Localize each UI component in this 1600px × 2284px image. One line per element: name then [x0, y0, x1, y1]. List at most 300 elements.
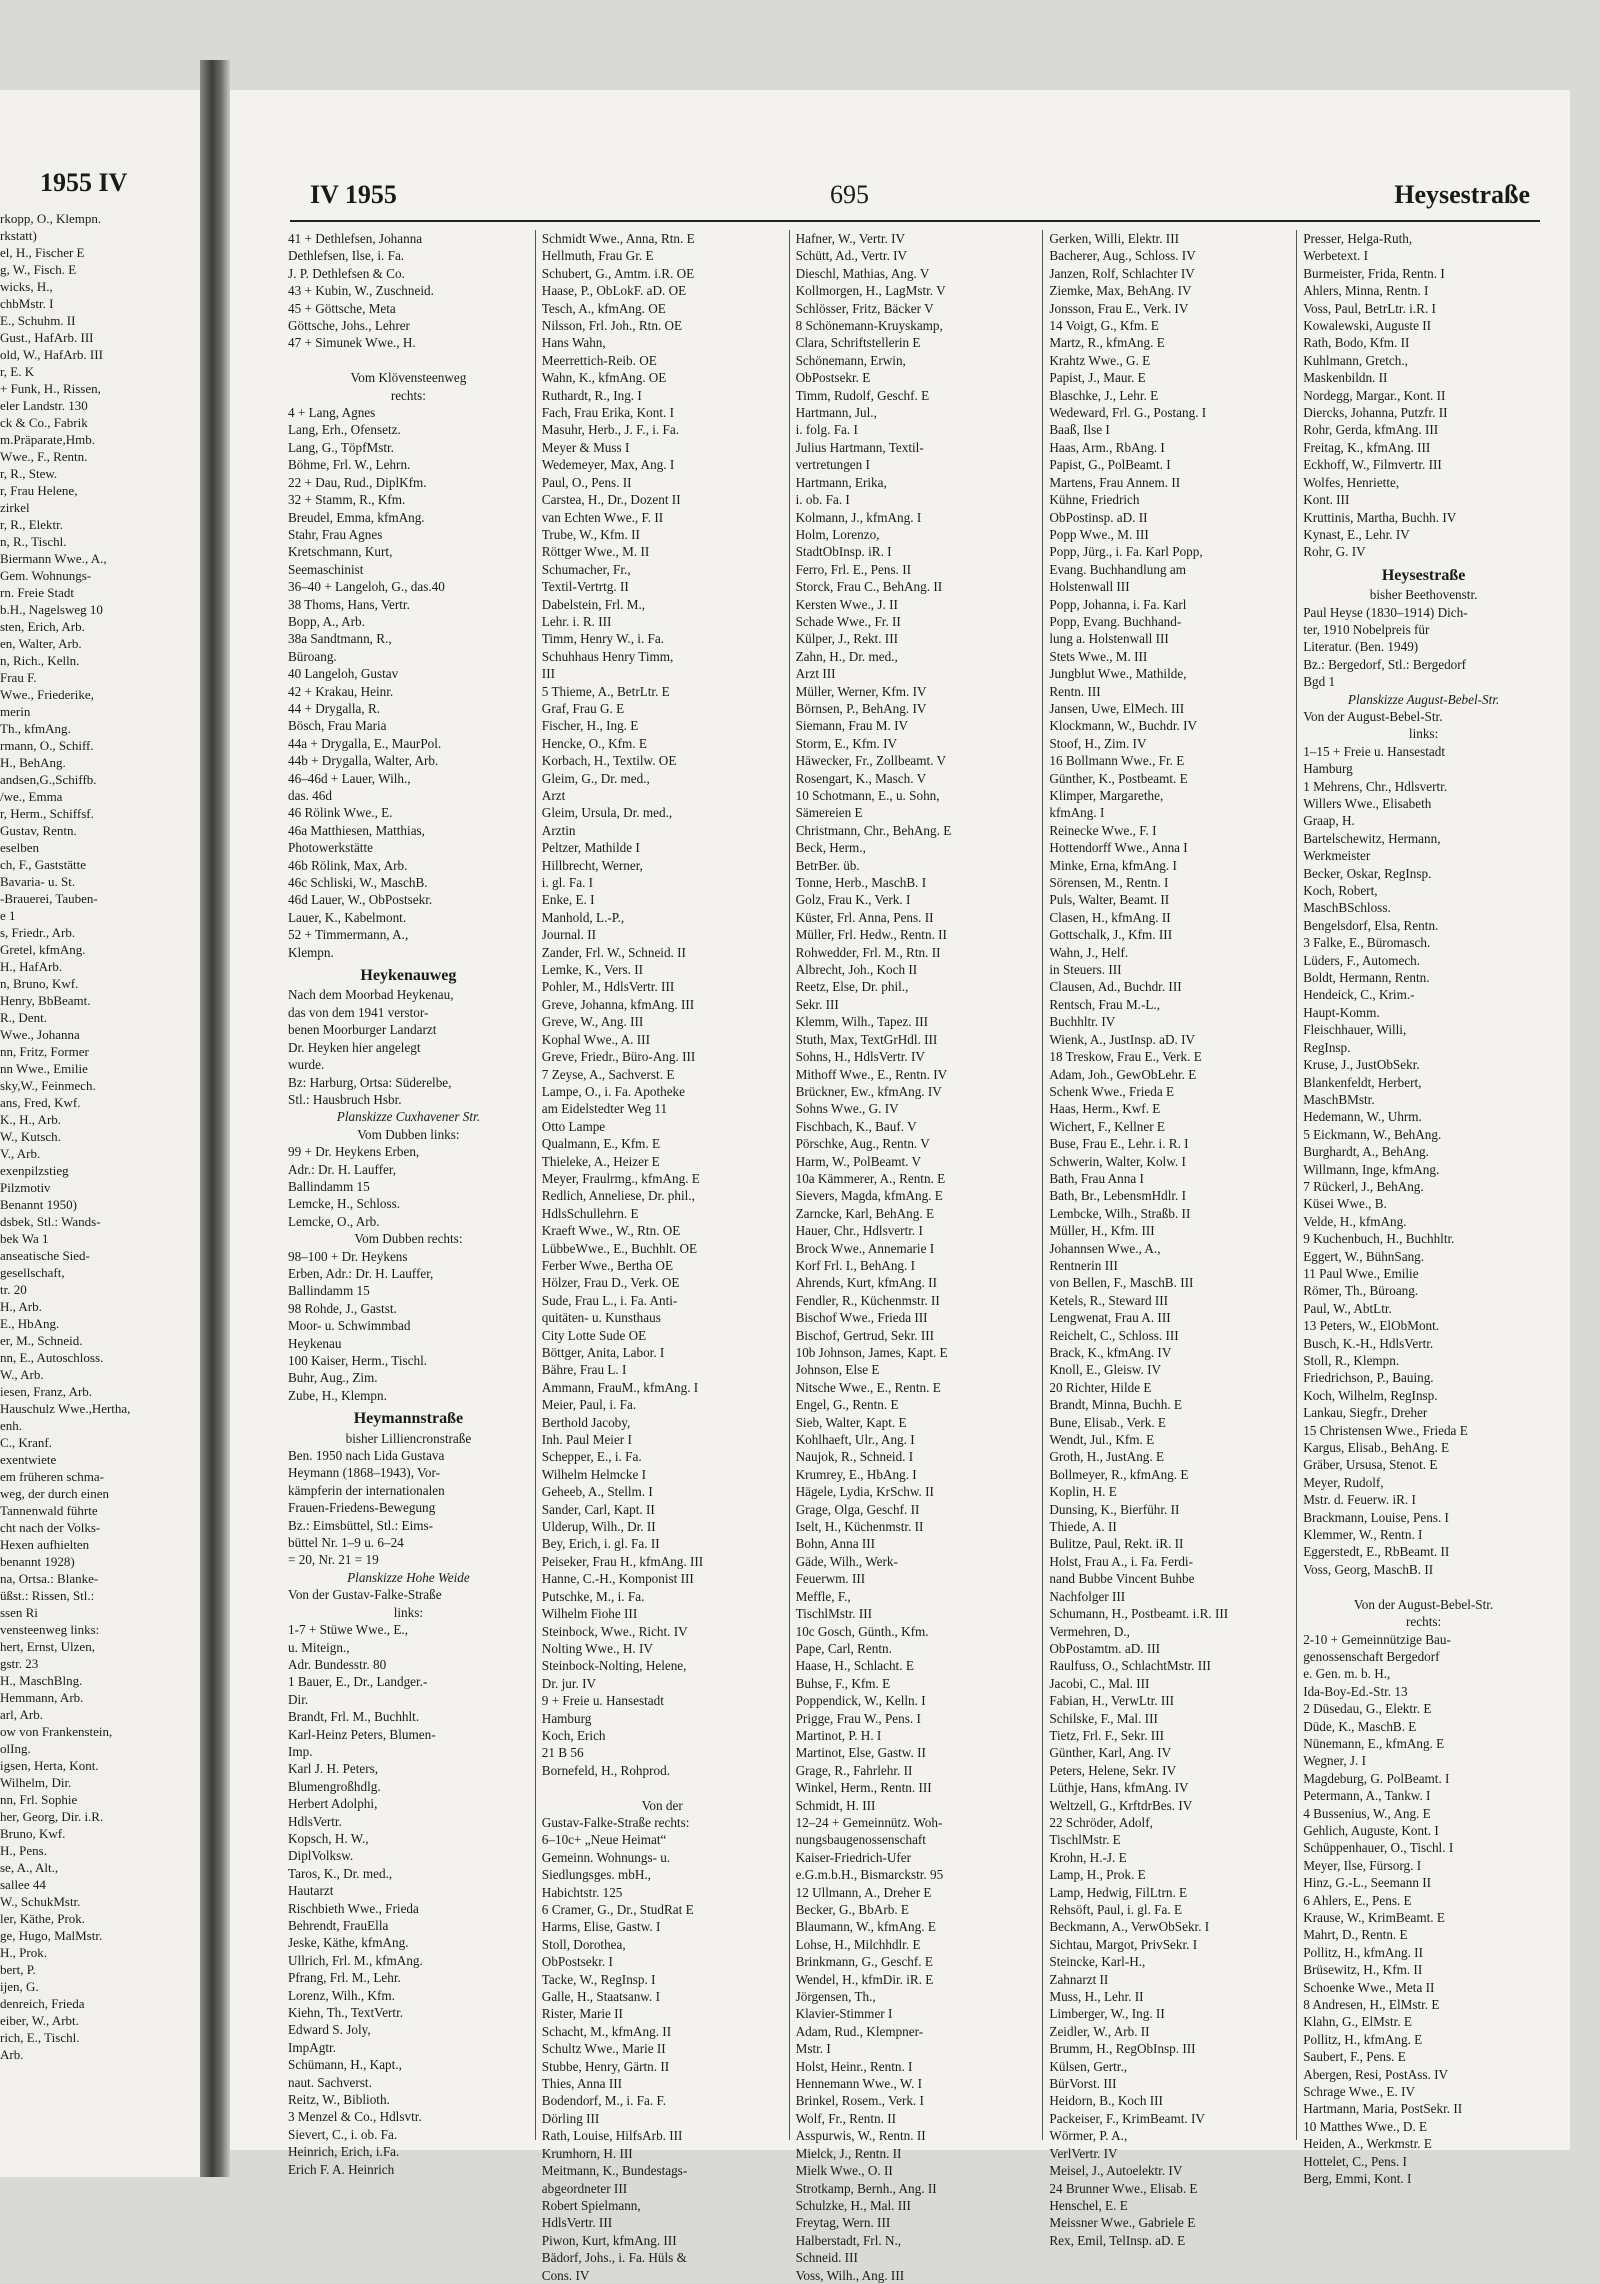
directory-entry: Sieb, Walter, Kapt. E	[795, 1414, 907, 1430]
directory-entry: Buse, Frau E., Lehr. i. R. I	[1049, 1136, 1189, 1152]
directory-entry: Schütt, Ad., Vertr. IV	[795, 248, 908, 264]
directory-entry: Römer, Th., Büroang.	[1303, 1283, 1419, 1299]
directory-entry: Voss, Wilh., Ang. III	[795, 2267, 905, 2283]
directory-entry: Klavier-Stimmer I	[795, 2006, 893, 2022]
left-page-line: nn, Fritz, Former	[0, 1044, 89, 1059]
directory-entry: Schlösser, Fritz, Bäcker V	[795, 300, 934, 316]
left-page-line: er, M., Schneid.	[0, 1333, 83, 1348]
directory-entry: Engel, G., Rentn. E	[795, 1397, 899, 1413]
left-page-line: rmann, O., Schiff.	[0, 738, 94, 753]
left-page-line: exentwiete	[0, 1452, 57, 1467]
directory-entry: Reetz, Else, Dr. phil.,	[795, 979, 909, 995]
directory-entry: 4 Bussenius, W., Ang. E	[1303, 1805, 1431, 1821]
directory-entry: Meyer & Muss I	[541, 439, 630, 455]
directory-entry: Lemcke, O., Arb.	[288, 1213, 380, 1229]
directory-entry: Ida-Boy-Ed.-Str. 13	[1303, 1683, 1408, 1699]
left-page-line: H., MaschBlng.	[0, 1673, 83, 1688]
directory-entry: Dörling III	[541, 2110, 600, 2126]
directory-entry: Literatur. (Ben. 1949)	[1303, 639, 1419, 655]
directory-entry: Lang, Erh., Ofensetz.	[288, 422, 401, 438]
directory-entry: Kiehn, Th., TextVertr.	[288, 2005, 404, 2021]
directory-entry: Bz.: Bergedorf, Stl.: Bergedorf	[1303, 656, 1467, 672]
directory-entry: Blumengroßhdlg.	[288, 1778, 381, 1794]
directory-entry: Rohr, G. IV	[1303, 544, 1366, 560]
left-page-line: + Funk, H., Rissen,	[0, 381, 101, 396]
directory-entry: Busch, K.-H., HdlsVertr.	[1303, 1335, 1434, 1351]
left-page-line: W., Arb.	[0, 1367, 44, 1382]
directory-entry: van Echten Wwe., F. II	[541, 509, 664, 525]
directory-entry: Clara, Schriftstellerin E	[795, 335, 921, 351]
directory-entry: Siedlungsges. mbH.,	[541, 1867, 651, 1883]
directory-entry: Hafner, W., Vertr. IV	[795, 231, 906, 246]
directory-entry: MaschBMstr.	[1303, 1091, 1375, 1107]
directory-entry: Timm, Henry W., i. Fa.	[541, 631, 665, 647]
directory-entry: Bz: Harburg, Ortsa: Süderelbe,	[288, 1074, 452, 1090]
left-page-line: ch, F., Gaststätte	[0, 857, 86, 872]
left-page-line: gstr. 23	[0, 1656, 39, 1671]
directory-entry: Iselt, H., Küchenmstr. II	[795, 1519, 924, 1535]
directory-entry: Kophal Wwe., A. III	[541, 1031, 650, 1047]
directory-entry: Ruthardt, R., Ing. I	[541, 387, 642, 403]
directory-entry: Rex, Emil, TelInsp. aD. E	[1049, 2232, 1186, 2248]
directory-entry: Lüders, F., Automech.	[1303, 952, 1421, 968]
directory-entry: 36–40 + Langeloh, G., das.40	[288, 579, 445, 595]
directory-entry: Edward S. Joly,	[288, 2022, 371, 2038]
directory-entry	[288, 352, 529, 369]
directory-entry: 40 Langeloh, Gustav	[288, 666, 399, 682]
left-page-line: rkopp, O., Klempn.	[0, 211, 102, 226]
left-page-line: H., HafArb.	[0, 959, 63, 974]
left-page-line: Gustav, Rentn.	[0, 823, 77, 838]
directory-entry: Freytag, Wern. III	[795, 2215, 891, 2231]
directory-entry: Stubbe, Henry, Gärtn. II	[541, 2058, 670, 2074]
directory-entry: Cons. IV	[541, 2267, 590, 2283]
directory-entry: Bartelschewitz, Hermann,	[1303, 830, 1441, 846]
directory-entry: Rath, Louise, HilfsArb. III	[541, 2128, 683, 2144]
left-page-line: H., Prok.	[0, 1945, 47, 1960]
directory-entry: Meerrettich-Reib. OE	[541, 352, 657, 368]
directory-entry: das von dem 1941 verstor-	[288, 1004, 429, 1020]
directory-entry: Blaschke, J., Lehr. E	[1049, 387, 1159, 403]
directory-entry: Beck, Herm.,	[795, 840, 866, 856]
directory-entry: Bey, Erich, i. gl. Fa. II	[541, 1536, 660, 1552]
directory-entry: Buhr, Aug., Zim.	[288, 1370, 378, 1386]
directory-entry: Hölzer, Frau D., Verk. OE	[541, 1275, 680, 1291]
directory-entry: Haas, Arm., RbAng. I	[1049, 439, 1165, 455]
directory-entry: Planskizze August-Bebel-Str.	[1347, 691, 1500, 707]
directory-entry: 5 Eickmann, W., BehAng.	[1303, 1126, 1442, 1142]
directory-entry: Harm, W., PolBeamt. V	[795, 1153, 921, 1169]
directory-entry: am Eidelstedter Weg 11	[541, 1101, 668, 1117]
directory-entry: Koch, Robert,	[1303, 883, 1378, 899]
directory-entry: Karl-Heinz Peters, Blumen-	[288, 1726, 436, 1742]
left-page-line: r, R., Elektr.	[0, 517, 64, 532]
left-page-line: ans, Fred, Kwf.	[0, 1095, 81, 1110]
directory-entry: Brackmann, Louise, Pens. I	[1303, 1509, 1449, 1525]
directory-entry: Bohn, Anna III	[795, 1536, 876, 1552]
directory-entry: Photowerkstätte	[288, 840, 373, 856]
directory-entry: Kynast, E., Lehr. IV	[1303, 526, 1410, 542]
directory-entry: Pollitz, H., kfmAng. II	[1303, 1944, 1423, 1960]
directory-entry: Tonne, Herb., MaschB. I	[795, 875, 927, 891]
directory-entry: Kopsch, H. W.,	[288, 1830, 369, 1846]
directory-entry: 52 + Timmermann, A.,	[288, 927, 409, 943]
directory-entry: Arzt	[541, 788, 566, 803]
directory-entry: Presser, Helga-Ruth,	[1303, 231, 1413, 246]
directory-entry: Schulzke, H., Mal. III	[795, 2197, 911, 2213]
directory-entry: Schneid. III	[795, 2250, 858, 2266]
directory-entry: Schenk Wwe., Frieda E	[1049, 1083, 1175, 1099]
left-page-line: ck & Co., Fabrik	[0, 415, 88, 430]
directory-entry: Redlich, Anneliese, Dr. phil.,	[541, 1188, 695, 1204]
directory-entry: Bgd 1	[1303, 674, 1336, 690]
directory-entry: Wahn, J., Helf.	[1049, 944, 1129, 960]
directory-entry: Stoll, R., Klempn.	[1303, 1353, 1400, 1368]
directory-entry: Lüthje, Hans, kfmAng. IV	[1049, 1780, 1189, 1796]
directory-entry: Hottelet, C., Pens. I	[1303, 2153, 1407, 2169]
left-page-line: sky,W., Feinmech.	[0, 1078, 96, 1093]
directory-entry: Lemcke, H., Schloss.	[288, 1196, 401, 1212]
directory-entry: Masuhr, Herb., J. F., i. Fa.	[541, 422, 680, 438]
directory-entry: Piwon, Kurt, kfmAng. III	[541, 2232, 677, 2248]
directory-entry: Haupt-Komm.	[1303, 1004, 1380, 1020]
directory-entry: Meissner Wwe., Gabriele E	[1049, 2215, 1196, 2231]
directory-entry: Prigge, Frau W., Pens. I	[795, 1710, 921, 1726]
directory-entry: Moor- u. Schwimmbad	[288, 1318, 411, 1334]
directory-entry: Pape, Carl, Rentn.	[795, 1640, 892, 1656]
directory-entry: Kolmann, J., kfmAng. I	[795, 509, 922, 525]
directory-entry: Holm, Lorenzo,	[795, 526, 880, 542]
street-heading: Heysestraße	[1381, 566, 1466, 584]
directory-entry: Rentsch, Frau M.-L.,	[1049, 996, 1161, 1012]
directory-entry: i. ob. Fa. I	[795, 492, 850, 508]
directory-entry: Rath, Bodo, Kfm. II	[1303, 335, 1410, 351]
directory-entry: Papist, J., Maur. E	[1049, 370, 1146, 386]
directory-entry: Nordegg, Margar., Kont. II	[1303, 387, 1446, 403]
directory-entry: Bath, Br., LebensmHdlr. I	[1049, 1188, 1187, 1204]
directory-entry: Bz.: Eimsbüttel, Stl.: Eims-	[288, 1517, 434, 1533]
left-page-line: Henry, BbBeamt.	[0, 993, 91, 1008]
directory-entry: Hennemann Wwe., W. I	[795, 2076, 923, 2092]
directory-entry: 43 + Kubin, W., Zuschneid.	[288, 283, 434, 299]
directory-entry: 98 Rohde, J., Gastst.	[288, 1300, 397, 1316]
directory-entry: Dir.	[288, 1691, 309, 1707]
directory-entry: Vom Klövensteenweg	[350, 370, 467, 386]
directory-entry: Journal. II	[541, 927, 596, 943]
directory-entry: MaschBSchloss.	[1303, 900, 1391, 916]
directory-entry: Sohns, H., HdlsVertr. IV	[795, 1049, 925, 1065]
directory-entry: Schwerin, Walter, Kolw. I	[1049, 1153, 1186, 1169]
directory-entry: Peiseker, Frau H., kfmAng. III	[541, 1553, 704, 1569]
directory-entry: Böttger, Anita, Labor. I	[541, 1345, 665, 1360]
directory-entry: Brack, K., kfmAng. IV	[1049, 1345, 1172, 1360]
left-page-line: V., Arb.	[0, 1146, 41, 1161]
directory-entry: Wienk, A., JustInsp. aD. IV	[1049, 1031, 1196, 1047]
directory-entry: 32 + Stamm, R., Kfm.	[288, 492, 406, 508]
directory-entry: Bornefeld, H., Rohprod.	[541, 1762, 670, 1778]
directory-entry: Voss, Georg, MaschB. II	[1303, 1561, 1434, 1577]
directory-entry: Lamp, Hedwig, FilLtrn. E	[1049, 1884, 1188, 1900]
directory-entry: büttel Nr. 1–9 u. 6–24	[288, 1535, 404, 1551]
directory-entry: Brüsewitz, H., Kfm. II	[1303, 1962, 1423, 1978]
directory-entry: J. P. Dethlefsen & Co.	[288, 265, 405, 281]
directory-entry: Wolf, Fr., Rentn. II	[795, 2110, 896, 2126]
directory-entry: Kretschmann, Kurt,	[288, 544, 393, 560]
directory-entry: Jörgensen, Th.,	[795, 1989, 876, 2005]
directory-entry: Asspurwis, W., Rentn. II	[795, 2128, 926, 2144]
directory-entry: Poppendick, W., Kelln. I	[795, 1693, 926, 1709]
directory-entry: Janzen, Rolf, Schlachter IV	[1049, 265, 1195, 281]
directory-entry: Popp Wwe., M. III	[1049, 526, 1149, 542]
directory-entry: Nachfolger III	[1049, 1588, 1126, 1604]
left-page-line: nn, Frl. Sophie	[0, 1792, 78, 1807]
directory-entry: Fischer, H., Ing. E	[541, 718, 639, 734]
directory-entry: 4 + Lang, Agnes	[288, 405, 376, 421]
left-page-line: weg, der durch einen	[0, 1486, 110, 1501]
left-page-line: dsbek, Stl.: Wands-	[0, 1214, 101, 1229]
book-gutter	[200, 60, 230, 2177]
directory-entry: Planskizze Hohe Weide	[347, 1569, 470, 1585]
directory-entry: Schultz Wwe., Marie II	[541, 2041, 666, 2057]
directory-entry: 10b Johnson, James, Kapt. E	[795, 1345, 948, 1360]
directory-entry: Halberstadt, Frl. N.,	[795, 2232, 902, 2248]
directory-entry: Schilske, F., Mal. III	[1049, 1710, 1158, 1726]
directory-entry: Nitsche Wwe., E., Rentn. E	[795, 1379, 941, 1395]
directory-entry: HdlsVertr. III	[541, 2215, 613, 2231]
left-page-line: enh.	[0, 1418, 23, 1433]
left-page-line: wicks, H.,	[0, 279, 53, 294]
directory-entry: Kaiser-Friedrich-Ufer	[795, 1849, 912, 1865]
directory-entry: HdlsVertr.	[288, 1813, 342, 1829]
directory-entry: Fischbach, K., Bauf. V	[795, 1118, 917, 1134]
directory-entry: 18 Treskow, Frau E., Verk. E	[1049, 1049, 1202, 1065]
left-page-line: Gretel, kfmAng.	[0, 942, 86, 957]
directory-entry: Magdeburg, G. PolBeamt. I	[1303, 1770, 1450, 1786]
directory-entry: Hartmann, Maria, PostSekr. II	[1303, 2101, 1463, 2117]
directory-entry: Steinbock, Wwe., Richt. IV	[541, 1623, 688, 1639]
directory-entry: Thies, Anna III	[541, 2076, 622, 2092]
directory-entry: 7 Rückerl, J., BehAng.	[1303, 1178, 1424, 1194]
left-page-line: Wwe., Friederike,	[0, 687, 94, 702]
directory-entry: Lemke, K., Vers. II	[541, 962, 643, 978]
left-page-line: rn. Freie Stadt	[0, 585, 75, 600]
directory-entry: Imp.	[288, 1743, 313, 1759]
left-page-line: se, A., Alt.,	[0, 1860, 59, 1875]
directory-entry: Häwecker, Fr., Zollbeamt. V	[795, 753, 947, 769]
directory-entry: benen Moorburger Landarzt	[288, 1022, 437, 1038]
directory-entry: ObPostsekr. E	[795, 370, 871, 386]
directory-entry: Zahnarzt II	[1049, 1971, 1109, 1987]
directory-entry: Meier, Paul, i. Fa.	[541, 1397, 637, 1413]
directory-entry: 15 Christensen Wwe., Frieda E	[1303, 1422, 1468, 1438]
directory-entry: Martinot, Else, Gastw. II	[795, 1745, 926, 1761]
directory-entry: Velde, H., kfmAng.	[1303, 1213, 1407, 1229]
directory-entry: Ferro, Frl. E., Pens. II	[795, 561, 911, 577]
directory-entry: Sohns Wwe., G. IV	[795, 1101, 899, 1117]
directory-entry: e.G.m.b.H., Bismarckstr. 95	[795, 1867, 944, 1883]
directory-entry: Thieleke, A., Heizer E	[541, 1153, 660, 1169]
directory-entry: 44 + Drygalla, R.	[288, 700, 381, 716]
directory-entry: Weltzell, G., KrftdrBes. IV	[1049, 1797, 1193, 1813]
directory-entry: Ballindamm 15	[288, 1178, 370, 1194]
directory-entry: LübbeWwe., E., Buchhlt. OE	[541, 1240, 698, 1256]
left-page-line: Gust., HafArb. III	[0, 330, 94, 345]
directory-entry: Dr. jur. IV	[541, 1675, 597, 1691]
directory-entry: Zahn, H., Dr. med.,	[795, 648, 898, 664]
directory-entry: Vermehren, D.,	[1049, 1623, 1130, 1639]
directory-entry: Adam, Rud., Klempner-	[795, 2023, 924, 2039]
directory-entry: Wedemeyer, Max, Ang. I	[541, 457, 675, 473]
directory-entry: Seemaschinist	[288, 561, 364, 577]
directory-entry: Otto Lampe	[541, 1118, 606, 1134]
directory-entry: Zube, H., Klempn.	[288, 1387, 387, 1403]
directory-entry: Sude, Frau L., i. Fa. Anti-	[541, 1292, 678, 1308]
directory-entry: Timm, Rudolf, Geschf. E	[795, 387, 930, 403]
directory-entry: Meitmann, K., Bundestags-	[541, 2163, 688, 2179]
directory-entry: Strotkamp, Bernh., Ang. II	[795, 2180, 937, 2196]
directory-entry: Hägele, Lydia, KrSchw. II	[795, 1484, 934, 1500]
directory-entry: Lorenz, Wilh., Kfm.	[288, 1987, 395, 2003]
directory-entry: Günther, Karl, Ang. IV	[1049, 1745, 1172, 1761]
directory-entry: links:	[393, 1604, 424, 1620]
directory-entry: 44a + Drygalla, E., MaurPol.	[288, 735, 442, 751]
left-page-line: Biermann Wwe., A.,	[0, 551, 107, 566]
directory-entry: Lehr. i. R. III	[541, 613, 612, 629]
directory-entry: Adr. Bundesstr. 80	[288, 1656, 387, 1672]
directory-entry: Nilsson, Frl. Joh., Rtn. OE	[541, 318, 683, 334]
directory-entry: Becker, G., BbArb. E	[795, 1902, 909, 1917]
directory-entry: Herbert Adolphi,	[288, 1796, 378, 1812]
directory-entry: Hartmann, Jul.,	[795, 405, 877, 421]
directory-entry: Krohn, H.-J. E	[1049, 1849, 1127, 1865]
directory-entry: Groth, H., JustAng. E	[1049, 1449, 1165, 1465]
directory-entry: Brinkmann, G., Geschf. E	[795, 1954, 933, 1970]
directory-entry: Gerken, Willi, Elektr. III	[1049, 231, 1179, 246]
directory-entry: Haase, P., ObLokF. aD. OE	[541, 283, 687, 299]
directory-entry: Krumhorn, H. III	[541, 2145, 633, 2161]
directory-entry: Meyer, Ilse, Fürsorg. I	[1303, 1857, 1422, 1873]
directory-entry: Martz, R., kfmAng. E	[1049, 335, 1165, 351]
directory-entry: kfmAng. I	[1049, 805, 1105, 821]
directory-entry: Paul Heyse (1830–1914) Dich-	[1303, 604, 1468, 620]
directory-entry: Stoof, H., Zim. IV	[1049, 735, 1147, 751]
directory-entry: rechts:	[1406, 1614, 1442, 1630]
directory-entry: Krause, W., KrimBeamt. E	[1303, 1910, 1445, 1925]
left-page-line: -Brauerei, Tauben-	[0, 891, 98, 906]
directory-entry: Buchhltr. IV	[1049, 1014, 1116, 1030]
left-page-line: arl, Arb.	[0, 1707, 43, 1722]
directory-entry: Hartmann, Erika,	[795, 474, 887, 490]
directory-entry: Hillbrecht, Werner,	[541, 857, 643, 873]
directory-entry: Sörensen, M., Rentn. I	[1049, 875, 1169, 891]
left-page-line: E., HbAng.	[0, 1316, 60, 1331]
directory-entry: Abergen, Resi, PostAss. IV	[1303, 2066, 1449, 2082]
left-page-line: eler Landstr. 130	[0, 398, 88, 413]
left-page-line: tr. 20	[0, 1282, 27, 1297]
directory-entry: Lohse, H., Milchhdlr. E	[795, 1936, 921, 1952]
directory-entry: Bulitze, Paul, Rekt. iR. II	[1049, 1536, 1184, 1552]
directory-entry: 6 Ahlers, E., Pens. E	[1303, 1892, 1412, 1908]
directory-entry: Heykenau	[288, 1335, 342, 1351]
directory-entry: 10 Matthes Wwe., D. E	[1303, 2118, 1428, 2134]
directory-entry: 5 Thieme, A., BetrLtr. E	[541, 683, 670, 699]
left-page-line: H., Pens.	[0, 1843, 47, 1858]
directory-entry: i. folg. Fa. I	[795, 422, 858, 438]
directory-entry: Jeske, Käthe, kfmAng.	[288, 1935, 409, 1951]
directory-entry: Johnson, Else E	[795, 1362, 880, 1378]
directory-entry: Haas, Herm., Kwf. E	[1049, 1101, 1161, 1117]
directory-entry: Ferber Wwe., Bertha OE	[541, 1257, 674, 1273]
directory-entry: Puls, Walter, Beamt. II	[1049, 892, 1170, 908]
left-page-line: rkstatt)	[0, 228, 37, 243]
left-page-line: nn, E., Autoschloss.	[0, 1350, 104, 1365]
directory-entry: Gleim, Ursula, Dr. med.,	[541, 805, 673, 821]
directory-entry: Winkel, Herm., Rentn. III	[795, 1780, 932, 1796]
left-page-line: ler, Käthe, Prok.	[0, 1911, 86, 1926]
directory-entry: 22 Schröder, Adolf,	[1049, 1814, 1153, 1830]
left-page-line: hert, Ernst, Ulzen,	[0, 1639, 95, 1654]
directory-entry: Heymann (1868–1943), Vor-	[288, 1465, 440, 1481]
directory-entry: Tesch, A., kfmAng. OE	[541, 300, 666, 316]
directory-entry: Hamburg	[1303, 761, 1353, 777]
directory-entry: Beckmann, A., VerwObSekr. I	[1049, 1919, 1210, 1935]
directory-entry: 100 Kaiser, Herm., Tischl.	[288, 1353, 428, 1368]
directory-entry: Willers Wwe., Elisabeth	[1303, 796, 1432, 811]
directory-entry: Mstr. d. Feuerw. iR. I	[1303, 1492, 1416, 1508]
directory-entry: Jungblut Wwe., Mathilde,	[1049, 666, 1187, 682]
directory-entry: Albrecht, Joh., Koch II	[795, 962, 918, 978]
left-page-line: Bruno, Kwf.	[0, 1826, 66, 1841]
left-page-line: H., Arb.	[0, 1299, 42, 1314]
left-page-line: m.Präparate,Hmb.	[0, 432, 95, 447]
directory-entry: Kühne, Friedrich	[1049, 492, 1140, 508]
directory-entry: Röttger Wwe., M. II	[541, 544, 650, 560]
directory-entry: Brumm, H., RegObInsp. III	[1049, 2041, 1196, 2057]
directory-entry: Kohlhaeft, Ulr., Ang. I	[795, 1432, 915, 1448]
left-page-line: Frau F.	[0, 670, 37, 685]
directory-entry: Zeidler, W., Arb. II	[1049, 2023, 1150, 2039]
directory-entry: Müller, Werner, Kfm. IV	[795, 683, 927, 699]
directory-entry: Nach dem Moorbad Heykenau,	[288, 987, 454, 1003]
page-number: 695	[830, 180, 869, 209]
directory-entry: 20 Richter, Hilde E	[1049, 1379, 1152, 1395]
directory-entry: Stets Wwe., M. III	[1049, 648, 1148, 664]
directory-entry: Habichtstr. 125	[541, 1884, 623, 1900]
directory-entry: Reichelt, C., Schloss. III	[1049, 1327, 1179, 1343]
directory-entry: Henschel, E. E	[1049, 2197, 1128, 2213]
directory-entry: Willmann, Inge, kfmAng.	[1303, 1161, 1440, 1177]
left-page-line: s, Friedr., Arb.	[0, 925, 76, 940]
directory-entry: Stl.: Hausbruch Hsbr.	[288, 1091, 402, 1107]
directory-entry: 10 Schotmann, E., u. Sohn,	[795, 788, 940, 803]
directory-entry: 46a Matthiesen, Matthias,	[288, 822, 425, 838]
left-page-line: vensteenweg links:	[0, 1622, 100, 1637]
directory-entry: Rentn. III	[1049, 683, 1101, 699]
directory-entry: Kraeft Wwe., W., Rtn. OE	[541, 1223, 681, 1239]
left-page-line: ssen Ri	[0, 1605, 38, 1620]
directory-entry: Eggert, W., BühnSang.	[1303, 1248, 1425, 1264]
directory-entry: Meffle, F.,	[795, 1588, 851, 1604]
directory-entry: Mielck, J., Rentn. II	[795, 2145, 902, 2161]
directory-entry: Inh. Paul Meier I	[541, 1432, 632, 1448]
directory-entry: Mielk Wwe., O. II	[795, 2163, 893, 2179]
directory-entry: Bopp, A., Arb.	[288, 613, 365, 629]
directory-entry: Fendler, R., Küchenmstr. II	[795, 1292, 940, 1308]
directory-entry: Storm, E., Kfm. IV	[795, 735, 898, 751]
directory-entry: Qualmann, E., Kfm. E	[541, 1136, 661, 1152]
directory-entry: Grage, Olga, Geschf. II	[795, 1501, 920, 1517]
directory-entry: Steincke, Karl-H.,	[1049, 1954, 1146, 1970]
